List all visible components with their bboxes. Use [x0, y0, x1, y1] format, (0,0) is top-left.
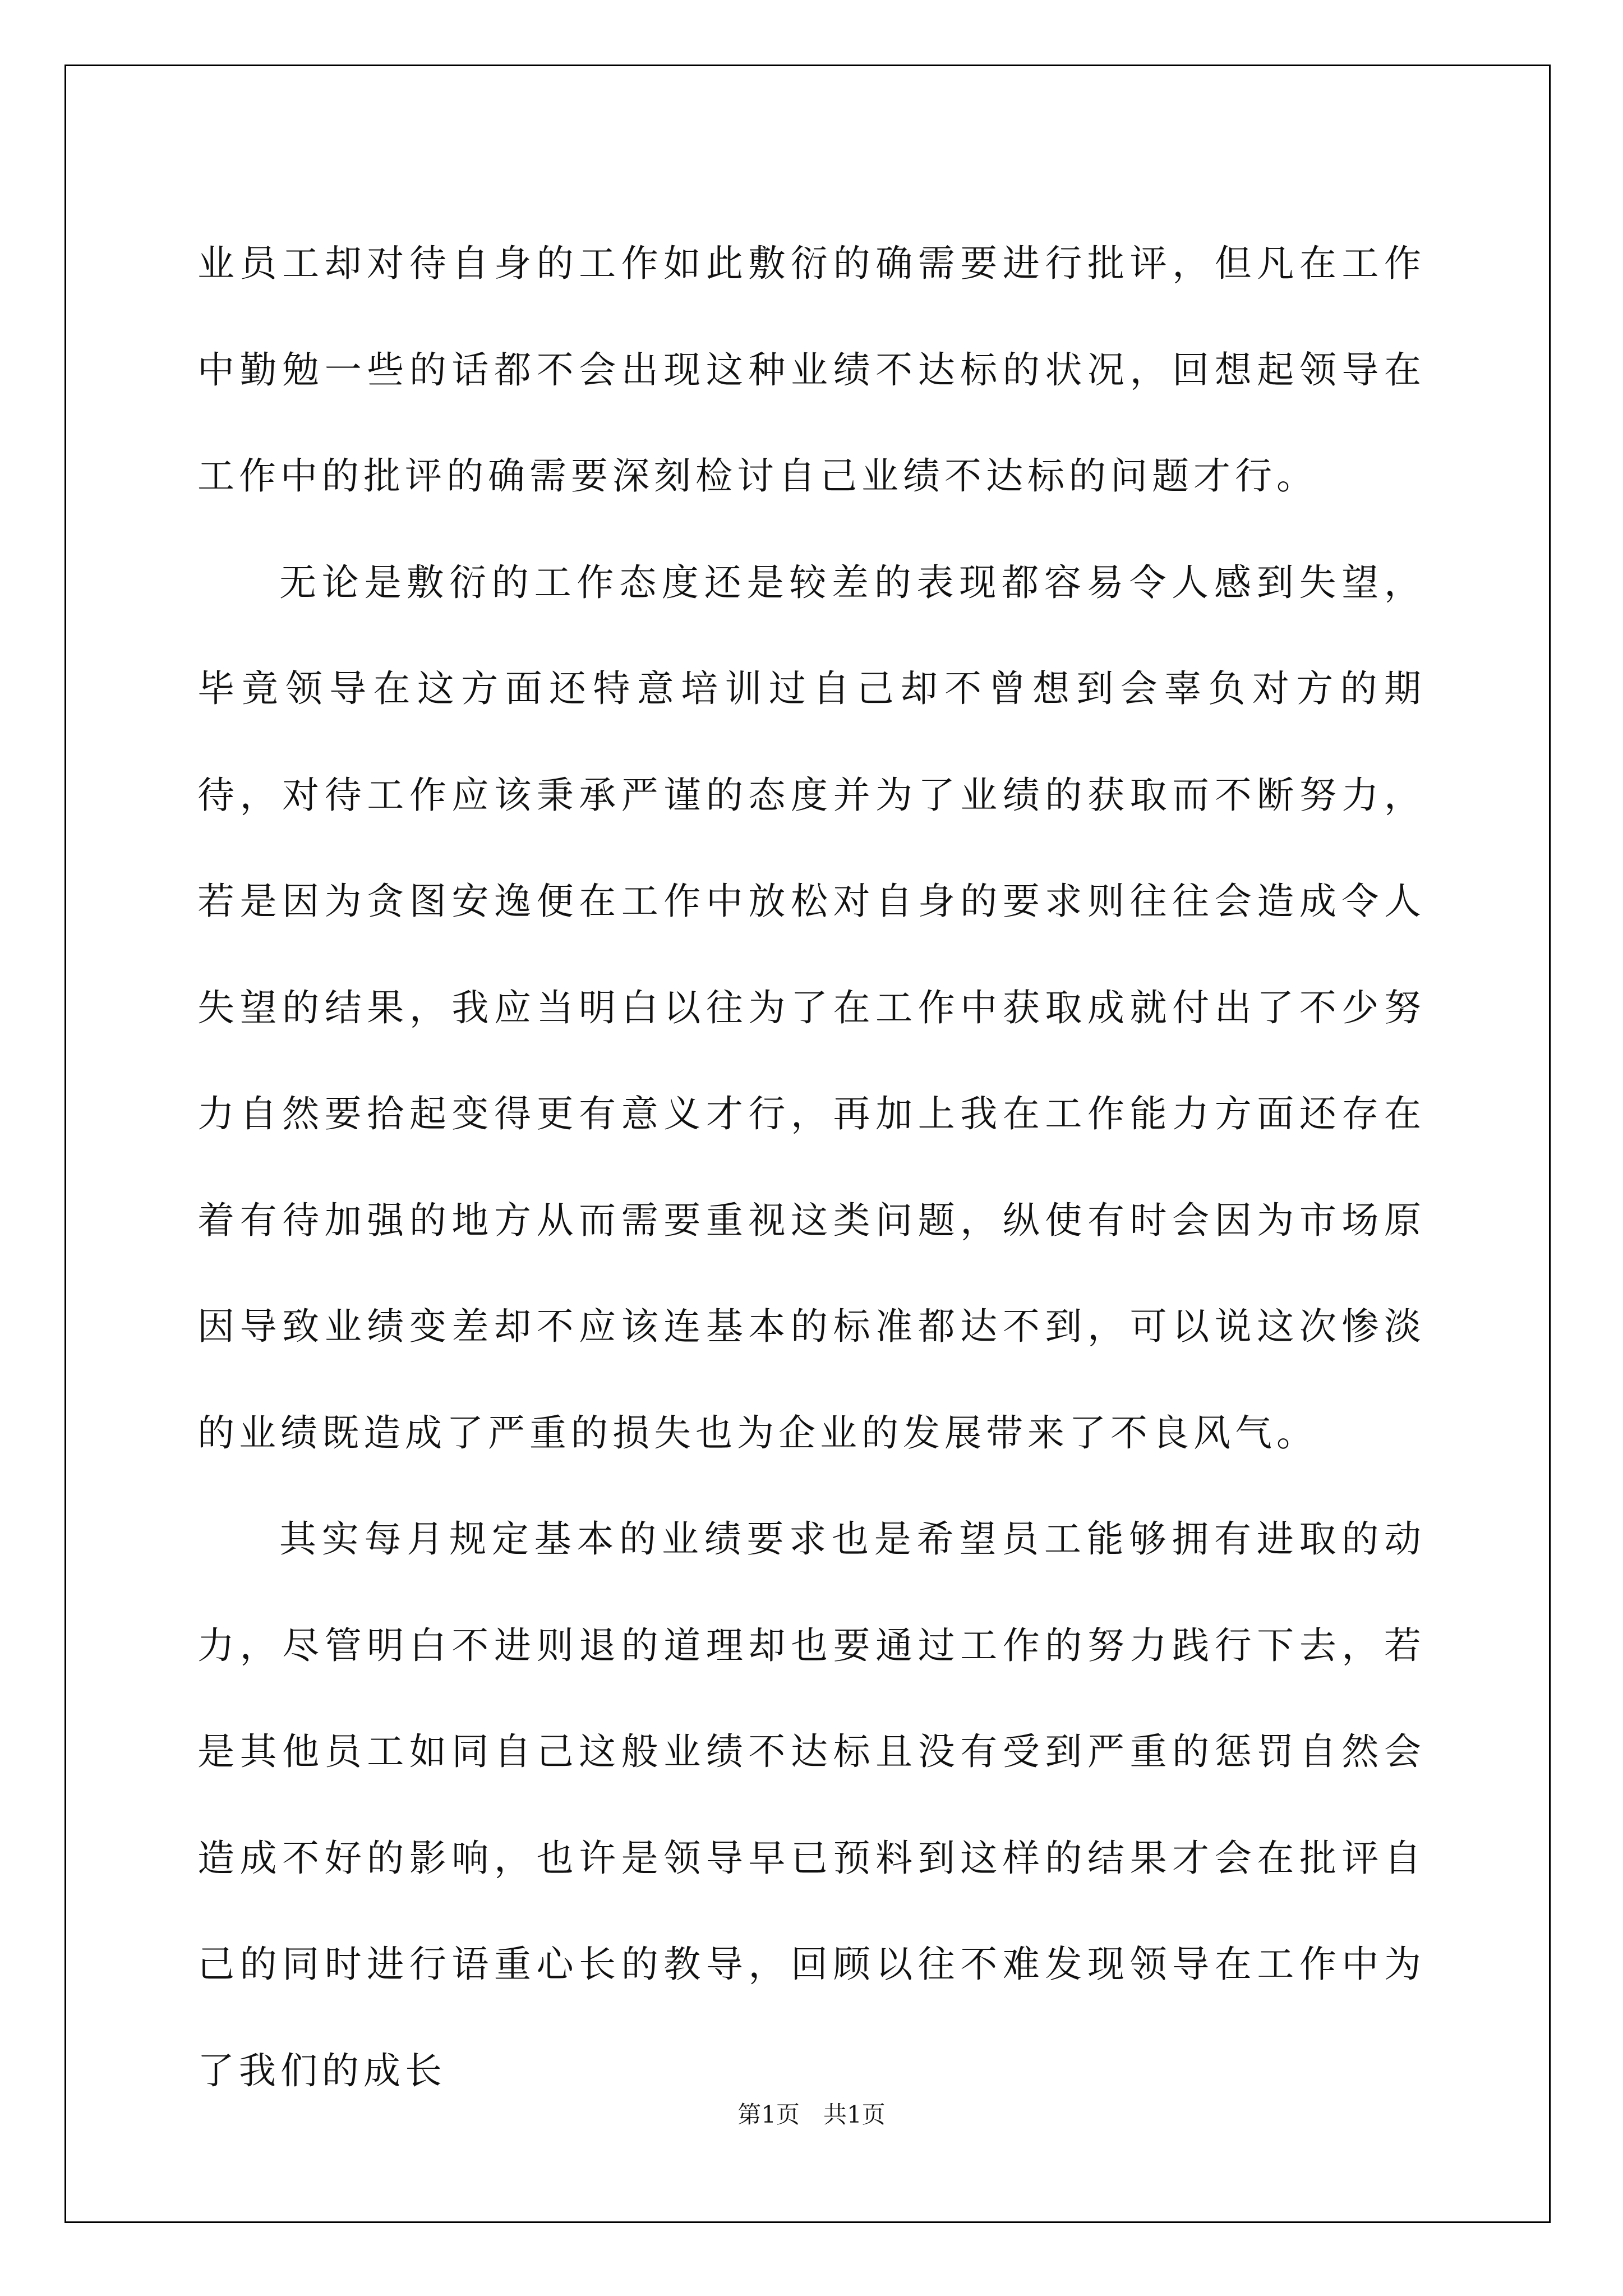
paragraph-3: 其实每月规定基本的业绩要求也是希望员工能够拥有进取的动力，尽管明白不进则退的道理却也要通过工作的努力践行下去，若是其他员工如同自己这般业绩不达标且没有受到严重的惩罚自然会造成不好的影响，也许是领导早已预料到这样的结果才会在批评自己的同时进行语重心长的教导，回顾以往不难发现领导在工作中为了我们的成长 [197, 1517, 1426, 2092]
page-number-label: 第1页 共1页 [737, 2101, 886, 2128]
paragraph-2: 无论是敷衍的工作态度还是较差的表现都容易令人感到失望，毕竟领导在这方面还特意培训过自己却不曾想到会辜负对方的期待，对待工作应该秉承严谨的态度并为了业绩的获取而不断努力，若是因为贪图安逸便在工作中放松对自身的要求则往往会造成令人失望的结果，我应当明白以往为了在工作中获取成就付出了不少努力自然要拾起变得更有意义才行，再加上我在工作能力方面还存在着有待加强的地方从而需要重视这类问题，纵使有时会因为市场原因导致业绩变差却不应该连基本的标准都达不到，可以说这次惨淡的业绩既造成了严重的损失也为企业的发展带来了不良风气。 [197, 560, 1426, 1455]
page-footer [0, 2098, 1623, 2132]
document-body [197, 210, 1426, 2124]
paragraph-1: 业员工却对待自身的工作如此敷衍的确需要进行批评，但凡在工作中勤勉一些的话都不会出现这种业绩不达标的状况，回想起领导在工作中的批评的确需要深刻检讨自己业绩不达标的问题才行。 [197, 242, 1426, 498]
